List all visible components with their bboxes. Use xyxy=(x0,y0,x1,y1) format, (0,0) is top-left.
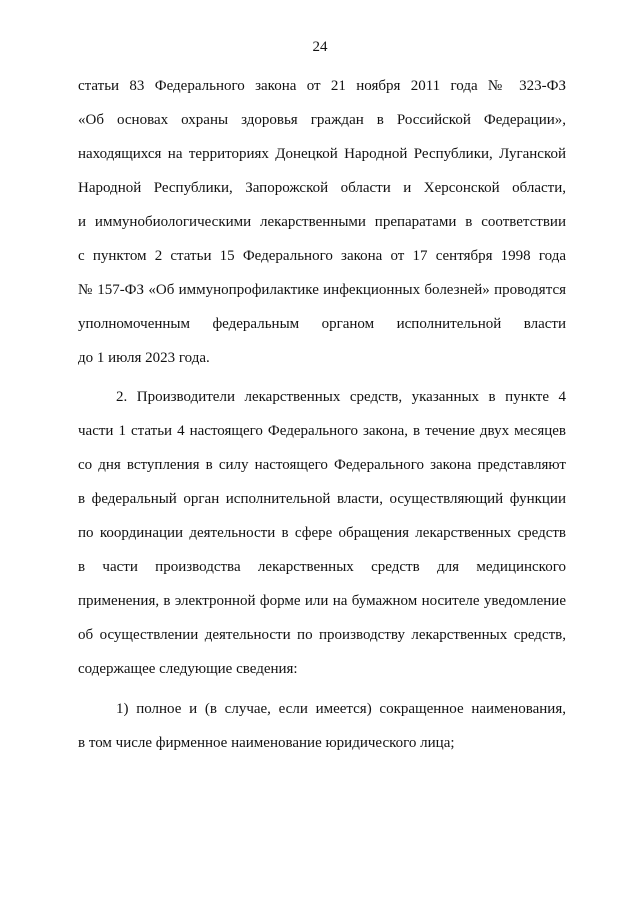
paragraph-2-line: в части производства лекарственных средств для медицинского xyxy=(78,559,566,575)
paragraph-3-line: в том числе фирменное наименование юридического лица; xyxy=(78,735,455,751)
paragraph-2-line: со дня вступления в силу настоящего Федерального закона представляют xyxy=(78,457,566,473)
paragraph-1-line: уполномоченным федеральным органом исполнительной власти xyxy=(78,316,566,332)
paragraph-2-line: в федеральный орган исполнительной власти, осуществляющий функции xyxy=(78,491,566,507)
paragraph-1-line: и иммунобиологическими лекарственными препаратами в соответствии xyxy=(78,214,566,230)
paragraph-3-line: 1) полное и (в случае, если имеется) сокращенное наименования, xyxy=(116,701,566,717)
paragraph-1-line: № 157-ФЗ «Об иммунопрофилактике инфекционных болезней» проводятся xyxy=(78,282,566,298)
page-number: 24 xyxy=(312,39,328,55)
paragraph-2-line: 2. Производители лекарственных средств, указанных в пункте 4 xyxy=(116,389,566,405)
paragraph-1-line: находящихся на территориях Донецкой Народной Республики, Луганской xyxy=(78,146,566,162)
paragraph-2-line: по координации деятельности в сфере обращения лекарственных средств xyxy=(78,525,566,541)
paragraph-1-line: «Об основах охраны здоровья граждан в Российской Федерации», xyxy=(78,112,566,128)
paragraph-2-line: содержащее следующие сведения: xyxy=(78,661,298,677)
paragraph-2-line: части 1 статьи 4 настоящего Федерального закона, в течение двух месяцев xyxy=(78,423,566,439)
paragraph-1-line: Народной Республики, Запорожской области и Херсонской области, xyxy=(78,180,566,196)
paragraph-1-line: до 1 июля 2023 года. xyxy=(78,350,210,366)
paragraph-1-line: с пунктом 2 статьи 15 Федерального закона от 17 сентября 1998 года xyxy=(78,248,566,264)
paragraph-2-line: об осуществлении деятельности по производству лекарственных средств, xyxy=(78,627,566,643)
paragraph-2-line: применения, в электронной форме или на бумажном носителе уведомление xyxy=(78,593,566,609)
paragraph-1-line: статьи 83 Федерального закона от 21 ноября 2011 года № 323-ФЗ xyxy=(78,78,566,94)
